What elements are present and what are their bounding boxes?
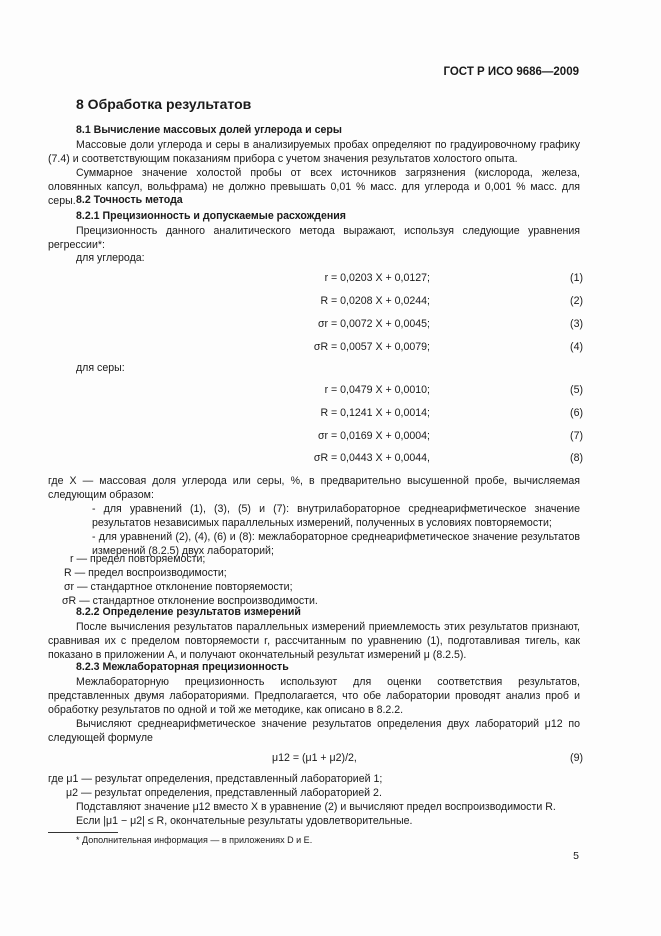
equation-number: (6) [570, 407, 583, 419]
paragraph: Подставляют значение μ12 вместо X в уравнение (2) и вычисляют предел воспроизводимости R. [76, 801, 556, 813]
equation: μ12 = (μ1 + μ2)/2, [272, 752, 357, 764]
subsection-8-2-2-title: 8.2.2 Определение результатов измерений [76, 606, 301, 618]
equation-number: (4) [570, 341, 583, 353]
equation-number: (2) [570, 295, 583, 307]
equation-number: (3) [570, 318, 583, 330]
equation-number: (9) [570, 752, 583, 764]
subsection-8-1-title: 8.1 Вычисление массовых долей углерода и серы [76, 124, 342, 136]
paragraph: Суммарное значение холостой пробы от всех источников загрязнения (кислорода, железа, оловянных капсул, вольфрама) не должно превышать 0,01 % масс. для углерода и 0,001 % масс. для серы. [48, 167, 580, 207]
R-definition: R — предел воспроизводимости; [64, 567, 227, 579]
equation: R = 0,0208 X + 0,0244; [320, 295, 430, 307]
r-definition: r — предел повторяемости; [70, 553, 206, 565]
sigma-R-definition: σR — стандартное отклонение воспроизводимости. [62, 595, 318, 607]
subsection-8-2-1-title: 8.2.1 Прецизионность и допускаемые расхождения [76, 210, 346, 222]
equation: σR = 0,0443 X + 0,0044, [313, 452, 430, 464]
subsection-8-2-3-title: 8.2.3 Межлабораторная прецизионность [76, 661, 289, 673]
paragraph: Массовые доли углерода и серы в анализируемых пробах определяют по градуировочному графику (7.4) и соответствующим показаниям прибора с учетом значения результатов холостого опыта. [48, 139, 580, 165]
equation: r = 0,0479 X + 0,0010; [324, 384, 430, 396]
footnote-divider [48, 832, 118, 833]
paragraph: Прецизионность данного аналитического метода выражают, используя следующие уравнения регрессии*: [48, 225, 580, 251]
standard-header: ГОСТ Р ИСО 9686—2009 [443, 66, 579, 78]
paragraph: Межлабораторную прецизионность используют для оценки соответствия результатов, представленных двумя лабораториями. Предполагается, что обе лаборатории проводят анализ проб и обработку результатов по одной и той же методике, как описано в 8.2.2. [48, 676, 580, 716]
equation: r = 0,0203 X + 0,0127; [324, 272, 430, 284]
equation-number: (5) [570, 384, 583, 396]
equation-number: (1) [570, 272, 583, 284]
definition-item: - для уравнений (1), (3), (5) и (7): внутрилабораторное среднеарифметическое значение результатов независимых параллельных измерений, полученных в условиях повторяемости; [92, 503, 580, 529]
paragraph: Вычисляют среднеарифметическое значение результатов определения двух лабораторий μ12 по следующей формуле [48, 718, 580, 744]
x-definition: где X — массовая доля углерода или серы, %, в предварительно высушенной пробе, вычисляемая следующим образом: [48, 475, 580, 501]
mu1-definition: где μ1 — результат определения, представленный лабораторией 1; [48, 773, 383, 785]
sigma-r-definition: σr — стандартное отклонение повторяемости; [64, 581, 293, 593]
page-number: 5 [573, 850, 579, 862]
subsection-8-2-title: 8.2 Точность метода [76, 194, 183, 206]
definition-item: - для уравнений (2), (4), (6) и (8): межлабораторное среднеарифметическое значение результатов измерений (8.2.5) двух лабораторий; [92, 531, 580, 557]
paragraph: Если |μ1 − μ2| ≤ R, окончательные результаты удовлетворительные. [76, 815, 413, 827]
equation: σR = 0,0057 X + 0,0079; [313, 341, 430, 353]
equation: σr = 0,0072 X + 0,0045; [318, 318, 430, 330]
sulfur-label: для серы: [76, 362, 125, 374]
equation: R = 0,1241 X + 0,0014; [320, 407, 430, 419]
carbon-label: для углерода: [76, 252, 145, 264]
paragraph: После вычисления результатов параллельных измерений приемлемость этих результатов признают, сравнивая их с пределом повторяемости r, рассчитанным по уравнению (1), подготавливая тигель, как показано в приложении А, и получают окончательный результат измерений μ (8.2.5). [48, 621, 580, 661]
mu2-definition: μ2 — результат определения, представленный лабораторией 2. [66, 787, 382, 799]
equation: σr = 0,0169 X + 0,0004; [318, 430, 430, 442]
equation-number: (7) [570, 430, 583, 442]
equation-number: (8) [570, 452, 583, 464]
section-title: 8 Обработка результатов [76, 96, 252, 112]
footnote: * Дополнительная информация — в приложениях D и E. [76, 835, 313, 845]
